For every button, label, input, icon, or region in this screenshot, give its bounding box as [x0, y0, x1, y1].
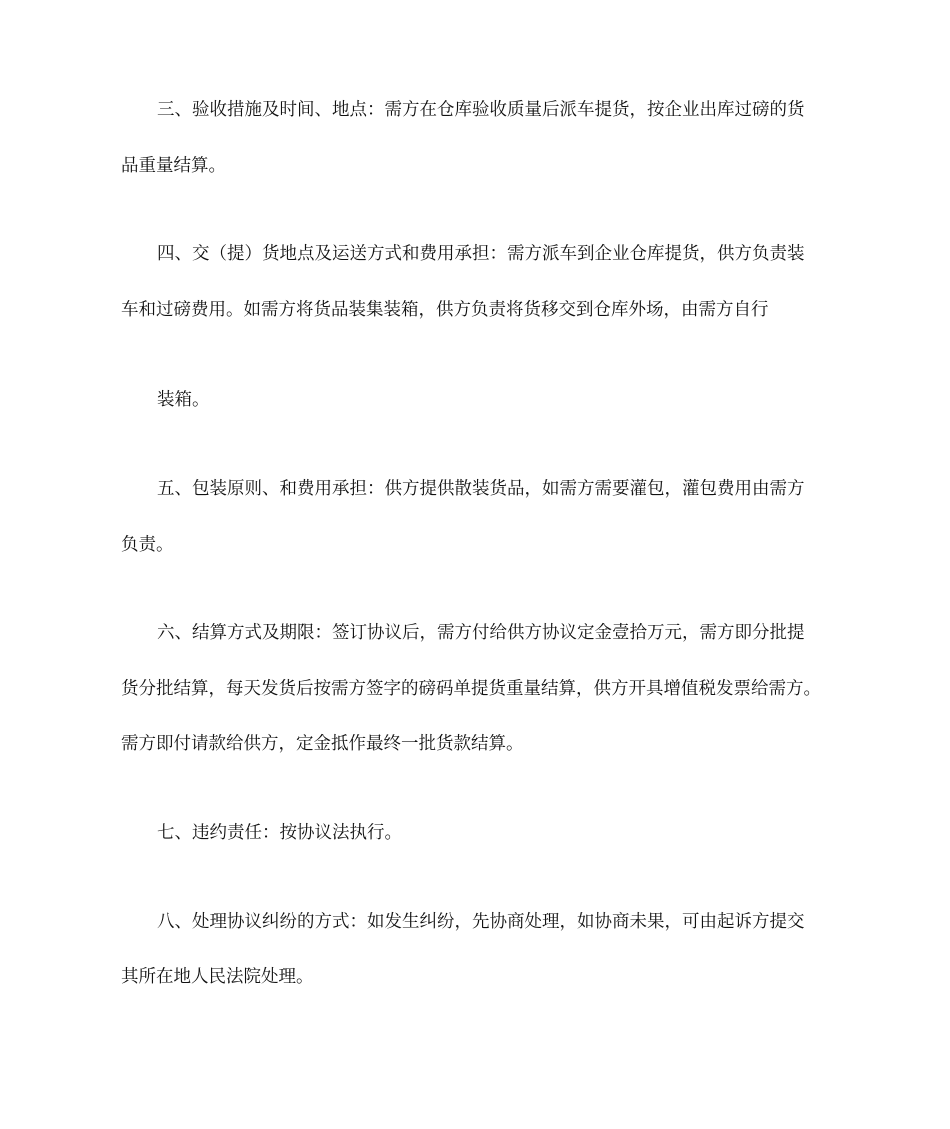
- section-4-line-1: 四、交（提）货地点及运送方式和费用承担：需方派车到企业仓库提货，供方负责装: [157, 244, 805, 264]
- section-4-line-3: 装箱。: [157, 390, 210, 410]
- section-3-line-1: 三、验收措施及时间、地点：需方在仓库验收质量后派车提货，按企业出库过磅的货: [157, 100, 805, 120]
- section-6-line-1: 六、结算方式及期限：签订协议后，需方付给供方协议定金壹拾万元，需方即分批提: [157, 623, 805, 643]
- section-5-line-1: 五、包装原则、和费用承担：供方提供散装货品，如需方需要灌包，灌包费用由需方: [157, 479, 805, 499]
- section-3-line-2: 品重量结算。: [121, 156, 226, 176]
- section-7-line-1: 七、违约责任：按协议法执行。: [157, 823, 402, 843]
- section-4-line-2: 车和过磅费用。如需方将货品装集装箱，供方负责将货移交到仓库外场，由需方自行: [121, 300, 769, 320]
- section-5-line-2: 负责。: [121, 535, 174, 555]
- section-8-line-1: 八、处理协议纠纷的方式：如发生纠纷，先协商处理，如协商未果，可由起诉方提交: [157, 912, 805, 932]
- section-8-line-2: 其所在地人民法院处理。: [121, 967, 314, 987]
- section-6-line-2: 货分批结算，每天发货后按需方签字的磅码单提货重量结算，供方开具增值税发票给需方。: [121, 679, 821, 699]
- section-6-line-3: 需方即付请款给供方，定金抵作最终一批货款结算。: [121, 734, 524, 754]
